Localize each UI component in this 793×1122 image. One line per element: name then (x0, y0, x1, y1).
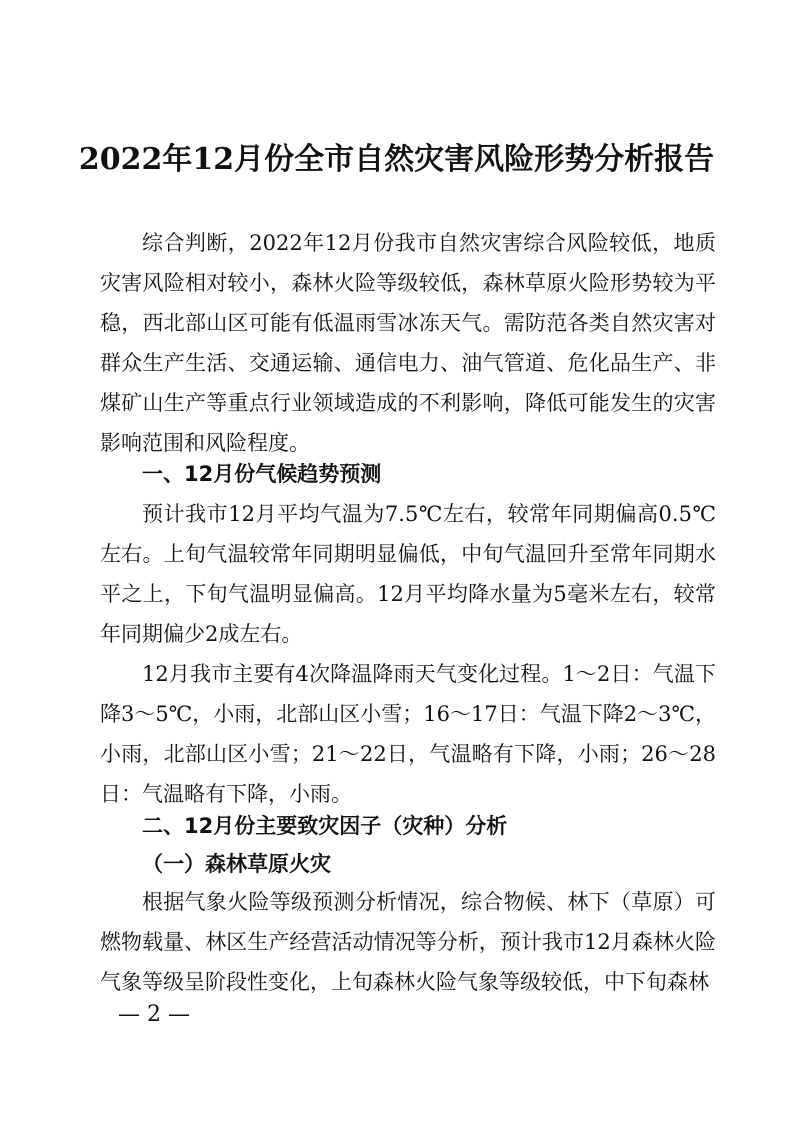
section-1-paragraph-1: 预计我市12月平均气温为7.5℃左右，较常年同期偏高0.5℃左右。上旬气温较常年同期明显偏低，中旬气温回升至常年同期水平之上，下旬气温明显偏高。12月平均降水量为5毫米左右，较常年同期偏少2成左右。 (100, 502, 716, 646)
section-1-paragraph-2: 12月我市主要有4次降温降雨天气变化过程。1～2日：气温下降3～5℃，小雨，北部山区小雪；16～17日：气温下降2～3℃，小雨，北部山区小雪；21～22日，气温略有下降，小雨；26～28日：气温略有下降，小雨。 (100, 662, 716, 806)
section-1-heading: 一、12月份气候趋势预测 (142, 462, 382, 486)
section-2-subheading-1: （一）森林草原火灾 (142, 851, 331, 876)
section-2-paragraph-1: 根据气象火险等级预测分析情况，综合物候、林下（草原）可燃物载量、林区生产经营活动情况等分析，预计我市12月森林火险气象等级呈阶段性变化，上旬森林火险气象等级较低，中下旬森林 (100, 890, 716, 994)
document-title: 2022年12月份全市自然灾害风险形势分析报告 (78, 142, 715, 177)
intro-paragraph: 综合判断，2022年12月份我市自然灾害综合风险较低，地质灾害风险相对较小，森林火险等级较低，森林草原火险形势较为平稳，西北部山区可能有低温雨雪冰冻天气。需防范各类自然灾害对群众生产生活、交通运输、通信电力、油气管道、危化品生产、非煤矿山生产等重点行业领域造成的不利影响，降低可能发生的灾害影响范围和风险程度。 (100, 231, 716, 455)
page-number: — 2 — (118, 1002, 190, 1027)
section-2-heading: 二、12月份主要致灾因子（灾种）分析 (142, 814, 508, 838)
